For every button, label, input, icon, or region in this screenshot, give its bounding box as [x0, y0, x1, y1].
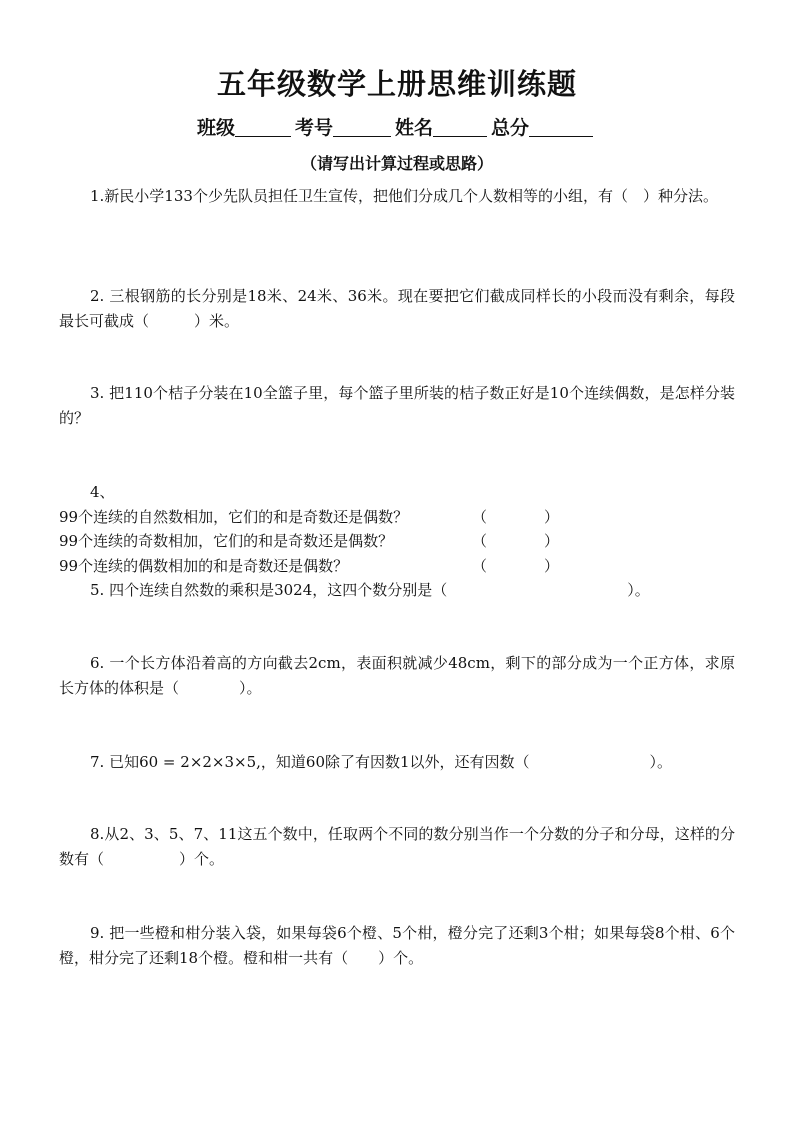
- exam-no-blank[interactable]: [333, 118, 391, 137]
- question-2: 2. 三根钢筋的长分别是18米、24米、36米。现在要把它们截成同样长的小段而没有剩余，每段最长可截成（ ）米。: [59, 287, 735, 330]
- student-info-line: [0, 113, 794, 140]
- question-4-item-2-text: 99个连续的奇数相加，它们的和是奇数还是偶数？: [59, 532, 394, 550]
- question-4: [59, 480, 735, 578]
- question-4-item-2: [59, 529, 735, 554]
- exam-no-label: 考号: [294, 117, 333, 139]
- class-blank[interactable]: [235, 118, 291, 137]
- name-blank[interactable]: [433, 118, 487, 137]
- answer-open-paren: （: [472, 556, 488, 575]
- question-9: 9. 把一些橙和柑分装入袋，如果每袋6个橙、5个柑，橙分完了还剩3个柑；如果每袋8个柑、6个橙，柑分完了还剩18个橙。橙和柑一共有（ ）个。: [59, 924, 735, 967]
- question-8: 8.从2、3、5、7、11这五个数中，任取两个不同的数分别当作一个分数的分子和分母，这样的分数有（ ）个。: [59, 825, 735, 868]
- answer-close-paren: ）: [544, 507, 560, 526]
- answer-close-paren: ）: [544, 556, 560, 575]
- question-6: 6. 一个长方体沿着高的方向截去2cm，表面积就减少48cm，剩下的部分成为一个正方体，求原长方体的体积是（ ）。: [59, 654, 735, 697]
- answer-open-paren: （: [472, 532, 488, 550]
- question-3: 3. 把110个桔子分装在10全篮子里，每个篮子里所装的桔子数正好是10个连续偶数，是怎样分装的？: [59, 384, 735, 427]
- question-5: 5. 四个连续自然数的乘积是3024，这四个数分别是（ ）。: [90, 581, 650, 599]
- question-4-item-1-text: 99个连续的自然数相加，它们的和是奇数还是偶数？: [59, 507, 409, 526]
- total-label: 总分: [491, 117, 530, 139]
- page-title: 五年级数学上册思维训练题: [216, 67, 577, 101]
- question-7: 7. 已知60 = 2×2×3×5,，知道60除了有因数1以外，还有因数（ ）。: [90, 753, 673, 771]
- name-label: 姓名: [395, 117, 434, 139]
- total-blank[interactable]: [529, 118, 593, 137]
- question-4-item-3: [59, 554, 735, 579]
- question-4-head: 4、: [90, 483, 115, 501]
- question-4-item-1: [59, 505, 735, 530]
- question-4-item-3-text: 99个连续的偶数相加的和是奇数还是偶数？: [59, 556, 349, 575]
- answer-close-paren: ）: [544, 532, 560, 550]
- class-label: 班级: [196, 117, 235, 139]
- question-1: 1.新民小学133个少先队员担任卫生宣传，把他们分成几个人数相等的小组，有（ ）种分法。: [90, 187, 718, 205]
- answer-open-paren: （: [472, 507, 488, 526]
- instructions: （请写出计算过程或思路）: [300, 154, 493, 173]
